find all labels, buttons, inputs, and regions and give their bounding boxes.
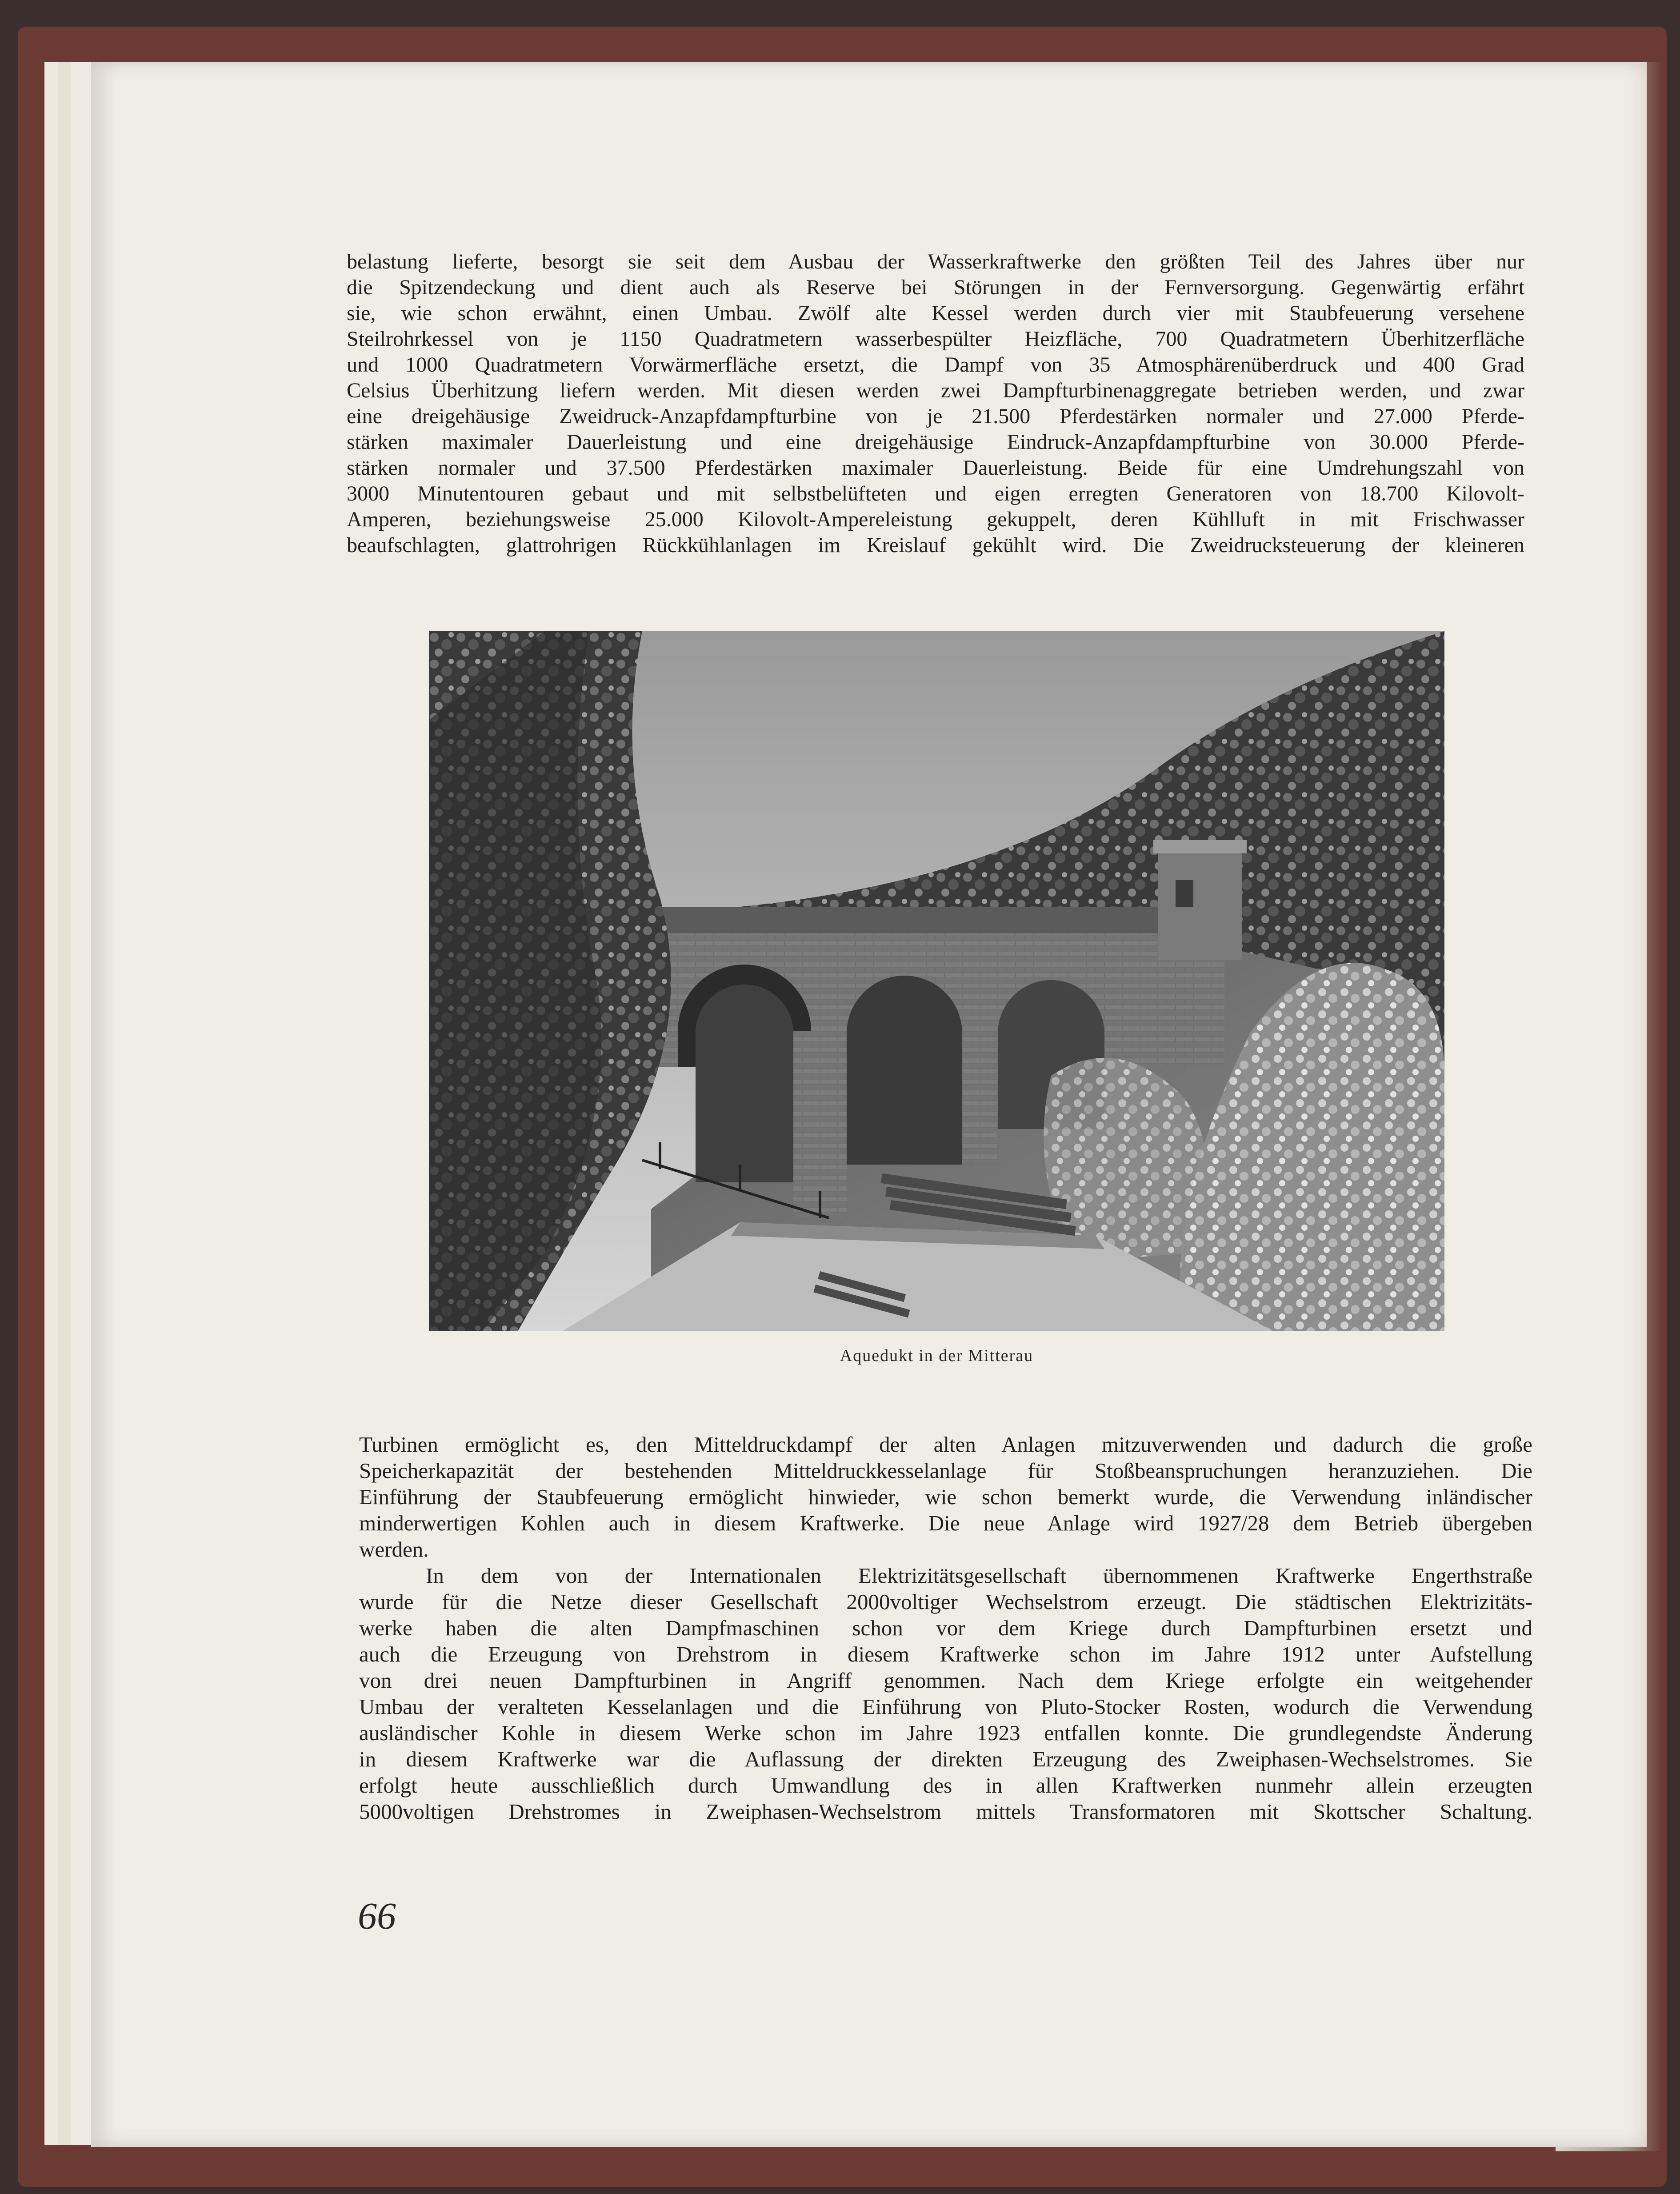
text-line: stärken maximaler Dauerleistung und eine dreigehäusige Eindruck-Anzapfdampfturbine von 30.000 Pferde- bbox=[347, 430, 1524, 454]
text-line: erfolgt heute ausschließlich durch Umwandlung des in allen Kraftwerken nunmehr allein erzeugten bbox=[359, 1773, 1532, 1798]
page-number: 66 bbox=[358, 1894, 396, 1937]
text-line: Steilrohrkessel von je 1150 Quadratmetern wasserbespülter Heizfläche, 700 Quadratmetern Überhitzerfläche bbox=[347, 327, 1524, 351]
text-line: stärken normaler und 37.500 Pferdestärken maximaler Dauerleistung. Beide für eine Umdrehungszahl von bbox=[347, 456, 1524, 480]
text-line: ausländischer Kohle in diesem Werke schon im Jahre 1923 entfallen konnte. Die grundlegendste Änderung bbox=[359, 1721, 1532, 1745]
text-line: werden. bbox=[359, 1537, 429, 1561]
text-line: und 1000 Quadratmetern Vorwärmerfläche ersetzt, die Dampf von 35 Atmosphärenüberdruck und 400 Grad bbox=[347, 353, 1524, 376]
text-line: sie, wie schon erwähnt, einen Umbau. Zwölf alte Kessel werden durch vier mit Staubfeuerung versehene bbox=[347, 301, 1524, 325]
text-line: die Spitzendeckung und dient auch als Reserve bei Störungen in der Fernversorgung. Gegenwärtig erfährt bbox=[347, 276, 1524, 299]
text-line: wurde für die Netze dieser Gesellschaft 2000voltiger Wechselstrom erzeugt. Die städtischen Elektrizitäts- bbox=[359, 1589, 1532, 1614]
text-line: minderwertigen Kohlen auch in diesem Kraftwerke. Die neue Anlage wird 1927/28 dem Betrieb übergeben bbox=[359, 1511, 1532, 1535]
text-line: 3000 Minutentouren gebaut und mit selbstbelüfteten und eigen erregten Generatoren von 18.700 Kilovolt- bbox=[347, 482, 1524, 505]
text-line: Amperen, beziehungsweise 25.000 Kilovolt-Ampereleistung gekuppelt, deren Kühlluft in mit Frischwasser bbox=[347, 508, 1524, 531]
text-line: Einführung der Staubfeuerung ermöglicht hinwieder, wie schon bemerkt wurde, die Verwendung inländischer bbox=[359, 1485, 1532, 1509]
text-line: beaufschlagten, glattrohrigen Rückkühlanlagen im Kreislauf gekühlt wird. Die Zweidrucksteuerung der kleineren bbox=[347, 533, 1524, 557]
text-line: Umbau der veralteten Kesselanlagen und die Einführung von Pluto-Stocker Rosten, wodurch die Verwendung bbox=[359, 1694, 1532, 1719]
text-line: Celsius Überhitzung liefern werden. Mit diesen werden zwei Dampfturbinenaggregate betrieben werden, und zwar bbox=[347, 379, 1524, 402]
top-paragraph bbox=[347, 249, 1524, 558]
aqueduct-photo-illustration bbox=[429, 631, 1444, 1331]
text-line: in diesem Kraftwerke war die Auflassung der direkten Erzeugung des Zweiphasen-Wechselstromes. Sie bbox=[359, 1747, 1532, 1771]
figure-caption: Aquedukt in der Mitterau bbox=[840, 1346, 1034, 1365]
text-line: eine dreigehäusige Zweidruck-Anzapfdampfturbine von je 21.500 Pferdestärken normaler und 27.000 Pferde- bbox=[347, 404, 1524, 428]
text-line: auch die Erzeugung von Drehstrom in diesem Kraftwerke schon im Jahre 1912 unter Aufstellung bbox=[359, 1642, 1532, 1666]
text-line: Turbinen ermöglicht es, den Mitteldruckdampf der alten Anlagen mitzuverwenden und dadurch die große bbox=[359, 1432, 1532, 1457]
bottom-paragraph bbox=[359, 1431, 1532, 1825]
text-line: belastung lieferte, besorgt sie seit dem Ausbau der Wasserkraftwerke den größten Teil des Jahres über nur bbox=[347, 250, 1524, 273]
text-line: werke haben die alten Dampfmaschinen schon vor dem Kriege durch Dampfturbinen ersetzt und bbox=[359, 1616, 1532, 1640]
text-line: von drei neuen Dampfturbinen in Angriff genommen. Nach dem Kriege erfolgte ein weitgehender bbox=[359, 1668, 1532, 1693]
text-line: Speicherkapazität der bestehenden Mitteldruckkesselanlage für Stoßbeanspruchungen heranzuziehen. Die bbox=[359, 1458, 1532, 1483]
text-line: 5000voltigen Drehstromes in Zweiphasen-Wechselstrom mittels Transformatoren mit Skottscher Schaltung. bbox=[359, 1799, 1532, 1824]
aqueduct-photo bbox=[429, 631, 1444, 1331]
text-line: In dem von der Internationalen Elektrizitätsgesellschaft übernommenen Kraftwerke Engerthstraße bbox=[426, 1563, 1532, 1588]
